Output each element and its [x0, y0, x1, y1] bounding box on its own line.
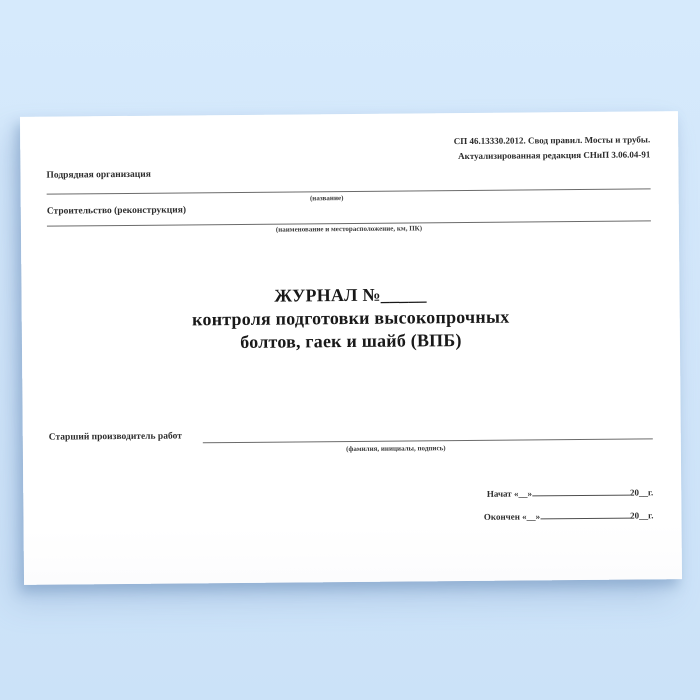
construction-hint: (наименование и месторасположение, км, ПК): [275, 224, 423, 234]
date-started-label: Начат «__»: [486, 488, 532, 499]
supervisor-blank-line: [203, 430, 653, 443]
supervisor-hint: (фамилия, инициалы, подпись): [346, 444, 446, 454]
journal-title-line3: болтов, гаек и шайб (ВПБ): [240, 330, 462, 352]
document-sheet: [20, 111, 682, 585]
construction-label: Строительство (реконструкция): [46, 205, 187, 217]
date-started-suffix: 20__г.: [629, 487, 654, 498]
standard-reference-line1: СП 46.13330.2012. Свод правил. Мосты и трубы.: [453, 134, 651, 147]
journal-title-line1: ЖУРНАЛ №_____: [274, 284, 427, 306]
journal-title-line2: контроля подготовки высокопрочных: [192, 306, 510, 330]
contractor-organization-hint: (название): [309, 194, 344, 203]
date-finished-suffix: 20__г.: [630, 510, 654, 521]
standard-reference-line2: Актуализированная редакция СНиП 3.06.04-91: [458, 148, 651, 161]
date-finished-blank-line: [540, 509, 630, 520]
journal-title: [21, 281, 680, 356]
date-finished-label: Окончен «__»: [483, 511, 541, 522]
date-started-blank-line: [532, 486, 630, 497]
date-finished-row: [484, 508, 654, 521]
date-started-row: [487, 485, 654, 498]
standard-reference: [454, 132, 651, 163]
contractor-organization-label: Подрядная организация: [46, 169, 151, 181]
supervisor-label: Старший производитель работ: [48, 431, 182, 443]
